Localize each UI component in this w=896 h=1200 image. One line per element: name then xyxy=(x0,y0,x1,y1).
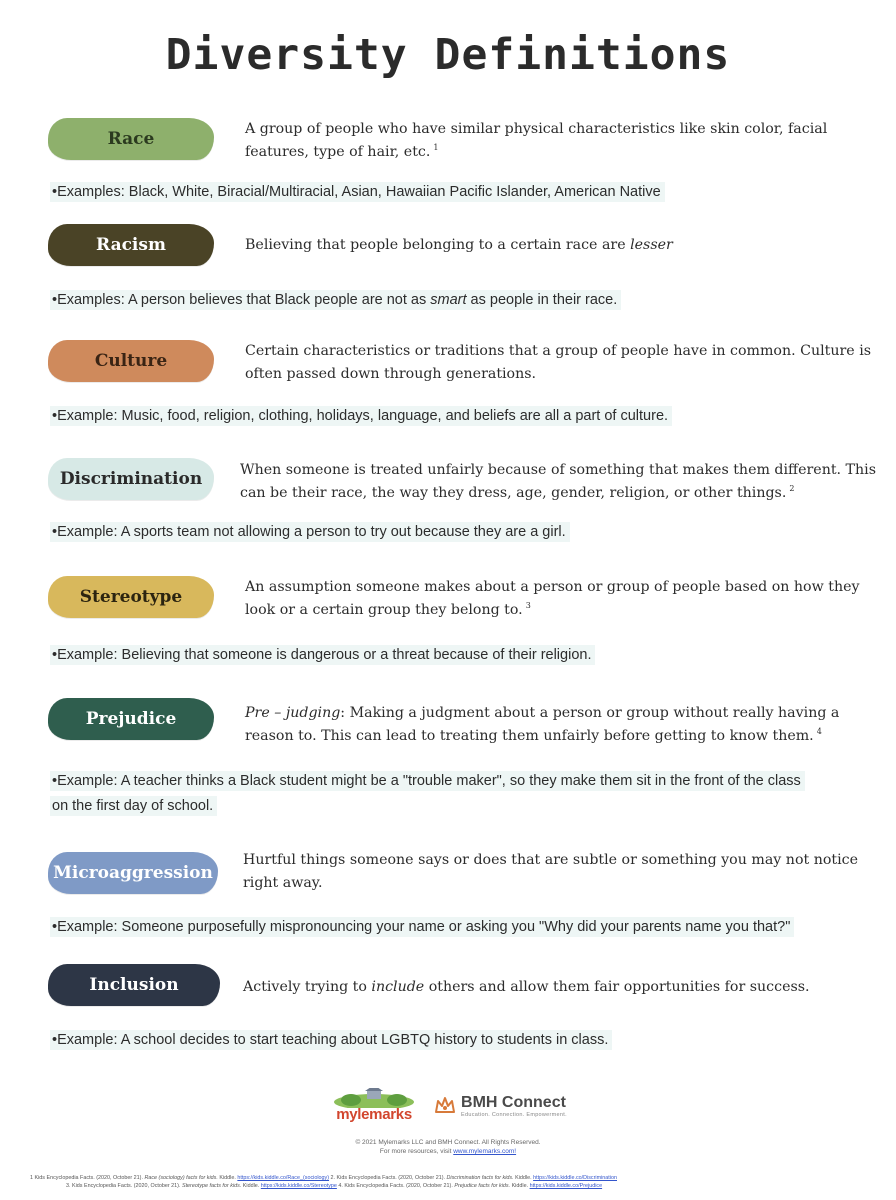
definition-discrimination-text: When someone is treated unfairly because of something that makes them different. This can be their race, the way they dress, age, gender, religion, or other things. xyxy=(240,462,876,501)
more-resources-text: For more resources, visit xyxy=(379,1148,454,1155)
mylemarks-landscape-icon xyxy=(329,1088,419,1108)
reference-line-2 xyxy=(30,1182,890,1190)
bmh-connect-tagline: Education. Connection. Empowerment. xyxy=(461,1111,567,1118)
term-inclusion xyxy=(48,964,220,1006)
definition-race-text: A group of people who have similar physical characteristics like skin color, facial features, type of hair, etc. xyxy=(245,121,828,160)
ref4-link[interactable]: https://kids.kiddle.co/Prejudice xyxy=(529,1183,603,1189)
definition-stereotype xyxy=(245,576,875,622)
term-racism xyxy=(48,224,214,266)
example-culture-text: •Example: Music, food, religion, clothing, holidays, language, and beliefs are all a part of culture. xyxy=(50,406,672,426)
bmh-connect-logo xyxy=(433,1094,567,1118)
definition-race xyxy=(245,118,875,164)
ref1-title: Race (sociology) facts for kids. xyxy=(144,1175,218,1181)
definition-prejudice-italic: Pre – judging xyxy=(245,705,341,721)
term-racism-label: Racism xyxy=(96,235,166,255)
term-culture-label: Culture xyxy=(94,351,168,371)
example-race-text: •Examples: Black, White, Biracial/Multiracial, Asian, Hawaiian Pacific Islander, American Native xyxy=(50,182,665,202)
ref2-link[interactable]: https://kids.kiddle.co/Discrimination xyxy=(533,1175,617,1181)
term-prejudice xyxy=(48,698,214,740)
mylemarks-logo xyxy=(329,1088,419,1123)
definition-racism-text: Believing that people belonging to a certain race are xyxy=(245,237,631,253)
definition-racism-italic: lesser xyxy=(630,237,673,253)
copyright-text: © 2021 Mylemarks LLC and BMH Connect. All Rights Reserved. xyxy=(355,1139,541,1146)
ref4-source: 4. Kids Encyclopedia Facts. (2020, October 21). xyxy=(336,1183,455,1189)
example-stereotype-text: •Example: Believing that someone is dangerous or a threat because of their religion. xyxy=(50,645,595,665)
ref1-publisher: Kiddle. xyxy=(217,1175,238,1181)
definition-prejudice-text: : Making a judgment about a person or group without really having a reason to. This can lead to treating them unfairly before getting to know them. xyxy=(245,705,840,744)
example-prejudice-text: •Example: A teacher thinks a Black student might be a "trouble maker", so they make them sit in the front of the class on the first day of school. xyxy=(50,771,805,816)
ref4-publisher: Kiddle. xyxy=(510,1183,530,1189)
ref1-link[interactable]: https://kids.kiddle.co/Race_(sociology) xyxy=(237,1175,330,1181)
reference-line-1 xyxy=(30,1174,890,1182)
example-discrimination xyxy=(50,520,830,545)
definition-inclusion-after: others and allow them fair opportunities for success. xyxy=(424,979,810,995)
footnote-1: 1 xyxy=(433,143,439,153)
ref3-source: 3. Kids Encyclopedia Facts. (2020, October 21). xyxy=(66,1183,182,1189)
definition-microaggression xyxy=(243,849,873,895)
example-microaggression xyxy=(50,915,850,940)
definition-inclusion xyxy=(243,976,873,999)
definition-culture xyxy=(245,340,875,386)
example-microaggression-text: •Example: Someone purposefully mispronouncing your name or asking you "Why did your parents name you that?" xyxy=(50,917,794,937)
copyright-notice xyxy=(0,1138,896,1156)
example-racism-before: •Examples: A person believes that Black people are not as xyxy=(52,292,431,308)
ref1-source: 1 Kids Encyclopedia Facts. (2020, October 21). xyxy=(30,1175,145,1181)
footnote-2: 2 xyxy=(789,484,795,494)
page-title: Diversity Definitions xyxy=(165,30,731,80)
bmh-crown-icon xyxy=(433,1094,457,1118)
term-race xyxy=(48,118,214,160)
definition-inclusion-before: Actively trying to xyxy=(243,979,372,995)
bmh-connect-name: BMH Connect xyxy=(461,1093,566,1111)
ref2-publisher: Kiddle. xyxy=(513,1175,534,1181)
ref2-title: Discrimination facts for kids. xyxy=(446,1175,514,1181)
example-racism-text xyxy=(50,290,621,310)
example-racism-after: as people in their race. xyxy=(466,292,618,308)
term-stereotype-label: Stereotype xyxy=(79,587,183,607)
example-racism-italic: smart xyxy=(430,292,467,308)
term-stereotype xyxy=(48,576,214,618)
ref2-source: 2. Kids Encyclopedia Facts. (2020, October 21). xyxy=(329,1175,447,1181)
term-race-label: Race xyxy=(107,129,155,149)
definition-racism xyxy=(245,234,875,257)
ref4-title: Prejudice facts for kids. xyxy=(454,1183,511,1189)
footer-logos xyxy=(0,1088,896,1123)
term-culture xyxy=(48,340,214,382)
mylemarks-link[interactable]: www.mylemarks.com! xyxy=(453,1148,517,1155)
more-resources xyxy=(0,1147,896,1156)
mylemarks-wordmark: mylemarks xyxy=(336,1106,412,1123)
footnote-3: 3 xyxy=(525,601,531,611)
references xyxy=(30,1174,890,1190)
definition-prejudice xyxy=(245,702,875,748)
example-inclusion xyxy=(50,1028,830,1053)
definition-culture-text: Certain characteristics or traditions that a group of people have in common. Culture is often passed down through generations. xyxy=(245,343,872,382)
example-prejudice xyxy=(50,769,820,819)
term-microaggression-label: Microaggression xyxy=(53,863,213,883)
example-culture xyxy=(50,404,830,429)
footnote-4: 4 xyxy=(816,727,822,737)
term-discrimination xyxy=(48,458,214,500)
example-discrimination-text: •Example: A sports team not allowing a person to try out because they are a girl. xyxy=(50,522,570,542)
term-discrimination-label: Discrimination xyxy=(59,469,203,489)
definition-microaggression-text: Hurtful things someone says or does that are subtle or something you may not notice right away. xyxy=(243,852,858,891)
example-stereotype xyxy=(50,643,830,668)
definition-stereotype-text: An assumption someone makes about a person or group of people based on how they look or a certain group they belong to. xyxy=(245,579,860,618)
ref3-link[interactable]: https://kids.kiddle.co/Stereotype xyxy=(260,1183,337,1189)
ref3-title: Stereotype facts for kids. xyxy=(181,1183,242,1189)
example-race xyxy=(50,180,830,205)
ref3-publisher: Kiddle. xyxy=(241,1183,261,1189)
definition-inclusion-italic: include xyxy=(371,979,425,995)
term-inclusion-label: Inclusion xyxy=(89,975,179,995)
definition-discrimination xyxy=(240,459,880,505)
example-racism xyxy=(50,288,830,313)
term-microaggression xyxy=(48,852,218,894)
example-inclusion-text: •Example: A school decides to start teaching about LGBTQ history to students in class. xyxy=(50,1030,612,1050)
term-prejudice-label: Prejudice xyxy=(85,709,177,729)
